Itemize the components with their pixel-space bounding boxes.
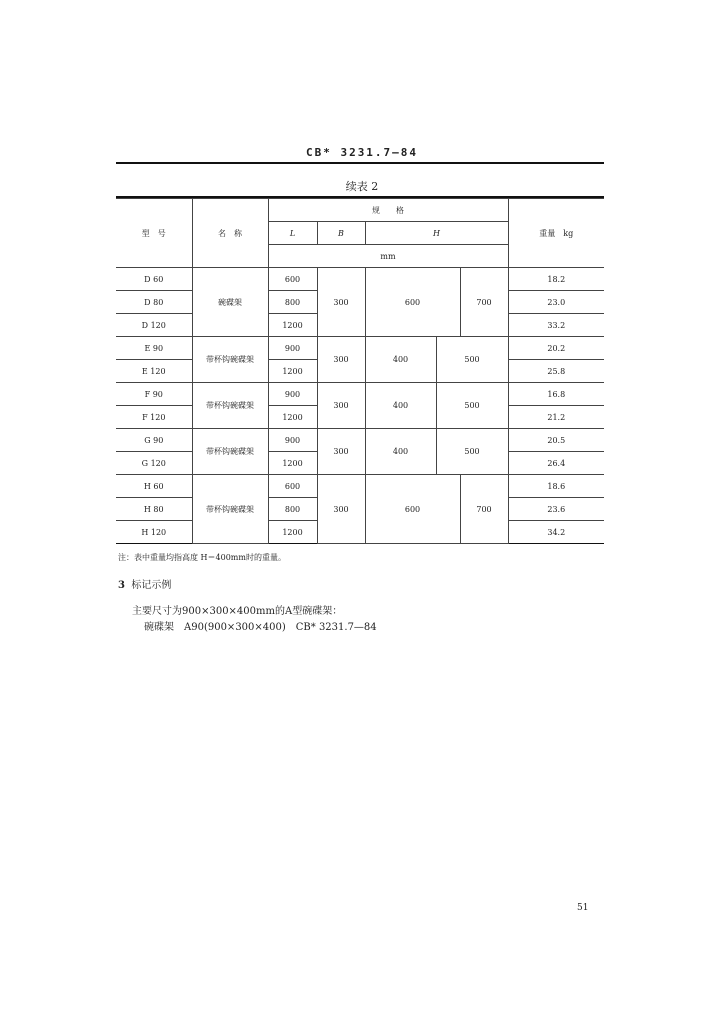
weight-cell: 25.8: [508, 360, 604, 383]
header-H: H: [365, 222, 508, 245]
header-B: B: [317, 222, 365, 245]
table-row: [116, 475, 604, 498]
L-cell: 800: [268, 291, 317, 314]
weight-cell: 23.0: [508, 291, 604, 314]
L-cell: 900: [268, 337, 317, 360]
L-cell: 900: [268, 383, 317, 406]
table-note: 注：表中重量均指高度 H＝400mm时的重量。: [118, 553, 286, 562]
model-cell: H 120: [116, 521, 192, 544]
L-cell: 600: [268, 475, 317, 498]
name-cell: 带杯钩碗碟架: [192, 475, 268, 544]
model-cell: E 90: [116, 337, 192, 360]
standard-code-header: CB* 3231.7—84: [305, 146, 419, 159]
section-title: 标记示例: [131, 580, 172, 591]
L-cell: 800: [268, 498, 317, 521]
weight-cell: 18.2: [508, 268, 604, 291]
weight-cell: 26.4: [508, 452, 604, 475]
name-cell: 带杯钩碗碟架: [192, 337, 268, 383]
H-cell: 700: [460, 268, 508, 337]
weight-cell: 18.6: [508, 475, 604, 498]
model-cell: H 60: [116, 475, 192, 498]
B-cell: 300: [317, 383, 365, 429]
table-row: [116, 337, 604, 360]
H-cell: 400: [365, 383, 436, 429]
H-cell: 500: [436, 337, 508, 383]
model-cell: F 120: [116, 406, 192, 429]
L-cell: 900: [268, 429, 317, 452]
L-cell: 1200: [268, 452, 317, 475]
table-title: 续表 2: [345, 180, 379, 193]
H-cell: 700: [460, 475, 508, 544]
table-row: [116, 429, 604, 452]
L-cell: 600: [268, 268, 317, 291]
weight-cell: 20.5: [508, 429, 604, 452]
B-cell: 300: [317, 268, 365, 337]
section-heading: [118, 576, 171, 591]
spec-table: [116, 198, 604, 544]
B-cell: 300: [317, 337, 365, 383]
L-cell: 1200: [268, 360, 317, 383]
weight-cell: 23.6: [508, 498, 604, 521]
weight-cell: 33.2: [508, 314, 604, 337]
model-cell: G 120: [116, 452, 192, 475]
name-cell: 带杯钩碗碟架: [192, 383, 268, 429]
table-row: [116, 383, 604, 406]
example-mark: 碗碟架 A90(900×300×400) CB* 3231.7—84: [144, 622, 377, 633]
header-name: 名 称: [192, 199, 268, 268]
L-cell: 1200: [268, 406, 317, 429]
header-spec: 规 格: [268, 199, 508, 222]
header-L: L: [268, 222, 317, 245]
B-cell: 300: [317, 429, 365, 475]
model-cell: D 80: [116, 291, 192, 314]
weight-cell: 16.8: [508, 383, 604, 406]
table-row: [116, 268, 604, 291]
example-intro: 主要尺寸为900×300×400mm的A型碗碟架：: [132, 606, 343, 617]
weight-cell: 34.2: [508, 521, 604, 544]
L-cell: 1200: [268, 314, 317, 337]
L-cell: 1200: [268, 521, 317, 544]
model-cell: D 60: [116, 268, 192, 291]
H-cell: 400: [365, 429, 436, 475]
name-cell: 带杯钩碗碟架: [192, 429, 268, 475]
model-cell: G 90: [116, 429, 192, 452]
weight-cell: 20.2: [508, 337, 604, 360]
model-cell: F 90: [116, 383, 192, 406]
weight-cell: 21.2: [508, 406, 604, 429]
H-cell: 500: [436, 383, 508, 429]
H-cell: 400: [365, 337, 436, 383]
header-unit: mm: [268, 245, 508, 268]
model-cell: H 80: [116, 498, 192, 521]
section-number: 3: [118, 580, 125, 591]
top-rule: [116, 162, 604, 164]
B-cell: 300: [317, 475, 365, 544]
header-weight: 重量 kg: [508, 199, 604, 268]
name-cell: 碗碟架: [192, 268, 268, 337]
H-cell: 600: [365, 268, 460, 337]
model-cell: E 120: [116, 360, 192, 383]
model-cell: D 120: [116, 314, 192, 337]
header-model: 型 号: [116, 199, 192, 268]
H-cell: 500: [436, 429, 508, 475]
H-cell: 600: [365, 475, 460, 544]
page-number: 51: [577, 903, 589, 913]
